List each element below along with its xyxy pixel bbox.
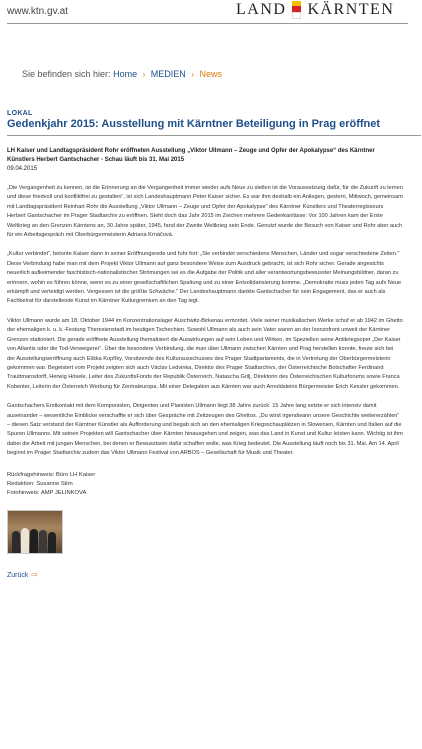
land-kaernten-logo[interactable] [236, 1, 394, 19]
article-title: Gedenkjahr 2015: Ausstellung mit Kärntner Beteiligung in Prag eröffnet [7, 118, 381, 130]
breadcrumb [22, 69, 222, 79]
article-category: LOKAL [7, 110, 33, 117]
site-url[interactable]: www.ktn.gv.at [7, 6, 68, 17]
credit-contact: Rückfragehinweis: Büro LH Kaiser [7, 471, 96, 478]
page-header [0, 0, 422, 24]
article-paragraph: „Kultur verbindet“, betonte Kaiser dann in seiner Eröffnungsrede und fuhr fort: „Sie verbindet verschiedene Menschen, Länder und sogar verschiedene Zeiten.“ Diese Verbindung habe man mit dem Projekt Viktor Ullmann auf ganz besondere Weise zum Ausdruck gebracht, ist sich Rohr sicher. Gerade angesichts neuerlich aufkeimender faschistisch-nationalistischer Strömungen sei es die Aufgabe der Politik und aller verantwortungsbewusster Meinungsbildner, daran zu erinnern, wohin es führen könne, wenn es zu einer gesellschaftlichen Spaltung und zu einer Entsolidarisierung komme. „Demokratie muss jeden Tag aufs Neue erkämpft und verteidigt werden. Vergessen ist die größte Schwäche.“ Der Landeshauptmann dankte Gantschacher für sein Engagement, das er auch als Fachbeirat für darstellende Kunst im Kärntner Kulturgremium an den Tag legt. [7, 251, 402, 305]
article-paragraph: „Die Vergangenheit zu kennen, ist die Erinnerung an die Vergangenheit immer wieder aufs Neue zu stellen ist die Voraussetzung dafür, für die Zukunft zu lernen und diese friedvoll und konfliktfrei zu gestalten“, ist sich Landeshauptmann Peter Kaiser sicher. Es war ihm deshalb ein Anliegen, gestern, Mittwoch, gemeinsam mit Landtagspräsident Reinhart Rohr die Ausstellung „Viktor Ullmann – Zeuge und Opfer der Apokalypse“ des Kärntner Künstlers und Theaterregisseurs Herbert Gantschacher im Prager Stadtarchiv zu eröffnen. Steht doch das Jahr 2015 im Zeichen mehrere Gedenkanlässe: Vor 100 Jahren kam der Erste Weltkrieg an den Grenzen Kärntens an, 30 Jahre später, 1945, fand der Zweite Weltkrieg sein Ende. Genutzt wurde der Besuch von Kaiser und Rohr aber auch für ein Arbeitsgespräch mit Oberbürgermeisterin Adriana Krnáčová. [7, 185, 403, 239]
breadcrumb-separator-icon: › [191, 70, 194, 79]
article-lead: LH Kaiser und Landtagspräsident Rohr eröffneten Ausstellung „Viktor Ullmann – Zeuge und Opfer der Apokalypse“ des Kärntner Künstlers Herbert Gantschacher - Schau läuft bis 31. Mai 2015 [7, 148, 375, 163]
back-link[interactable]: Zurück [7, 572, 29, 580]
breadcrumb-home[interactable]: Home [113, 69, 138, 79]
article-photo-thumbnail[interactable] [7, 510, 63, 554]
logo-word-land: LAND [236, 1, 287, 18]
credit-photo: Fotohinweis: AMP JELINKOVA [7, 489, 87, 496]
carinthia-flag-icon [292, 1, 301, 19]
credit-editor: Redaktion: Susanne Stirn [7, 480, 73, 487]
article-paragraph: Gantschachers Erstkontakt mit dem Komponisten, Dirigenten und Pianisten Ullmann liegt 38 Jahre zurück. 15 Jahre lang setzte er sich intensiv damit auseinander – wesentliche Einblicke verschaffte er sich über Gespräche mit Zeitzeugen des Ghettos. „Du wirst irgendwann unsere Geschichte weitererzählen“ – diesen Satz verstand der Kärntner Künstler als Aufforderung und begab sich an den ehemaligen Kriegsschauplätzen in Slowenien, Kärnten und Italien auf die Spuren Ullmanns. Mit seinen Projekten will Gantschacher über Kärnten hinausgehen und zeigen, was das Land in Kunst und Kultur leisten kann. Wichtig ist ihm dabei die Arbeit mit jungen Menschen, bei denen er Bewusstsein dafür schaffen wolle, was Krieg bedeutet. Die Ausstellung läuft noch bis 31. Mai. Am 14. April beginnt im Prager Stadtarchiv zudem das Viktor Ullmann Festival von ARBOS – Gesellschaft für Musik und Theater. [7, 403, 403, 457]
article-date: 09.04.2015 [7, 166, 38, 172]
title-divider [7, 135, 421, 136]
breadcrumb-medien[interactable]: MEDIEN [150, 69, 186, 79]
article-paragraph: Viktor Ullmann wurde am 18. Oktober 1944 im Konzentrationslager Auschwitz-Birkenau ermordet. Viele seiner musikalischen Werke schuf er ab 1942 im Ghetto der ehemaligen k. u. k.-Festung Theresienstadt im heutigen Tschechien. Sowohl Ullmann als auch sein Vater waren an der Isonzofront unweit der Kärntner Grenzen stationiert. Die gerade eröffnete Ausstellung thematisiert die Auswirkungen auf sein Leben und Wirken, im Speziellen seine Antikriegsoper „Der Kaiser von Atlantis oder die Tod-Verweigerer“. Über die besondere Verbindung, die man über Ullmann zwischen Kärnten und Prag herstellen konnte, freute sich bei der Ausstellungseröffnung auch Eliška Kopřiky, Vorsitzende des Kulturausschusses des Prager Stadtparlaments, die in Vertretung der Oberbürgermeisterin gekommen war. Begeistert vom Projekt zeigten sich auch Václav Ledvinka, Direktor des Prager Stadtarchivs, der Österreichische Botschafter Ferdinand Trauttmansdorff, Herwig Hösele, Leiter des ZukunftsFonds der Republik Österreich, Natascha Grilj, Direktorin des Österreichischen Kulturforums sowie Franca Kobenter, Leiterin der Österreich Werbung für Zentraleuropa. Mit einer Delegation aus Kärnten war auch Arnoldsteins Bürgermeister Erich Kessler gekommen. [7, 317, 403, 390]
breadcrumb-separator-icon: › [142, 70, 146, 79]
article [7, 110, 403, 579]
breadcrumb-prefix: Sie befinden sich hier: [22, 69, 111, 79]
exit-arrow-icon[interactable]: ⇨ [31, 570, 39, 580]
breadcrumb-news: News [199, 69, 223, 79]
header-divider [7, 23, 408, 24]
logo-word-kaernten: KÄRNTEN [307, 1, 395, 18]
back-link-row [7, 570, 403, 579]
article-credits [7, 471, 403, 499]
